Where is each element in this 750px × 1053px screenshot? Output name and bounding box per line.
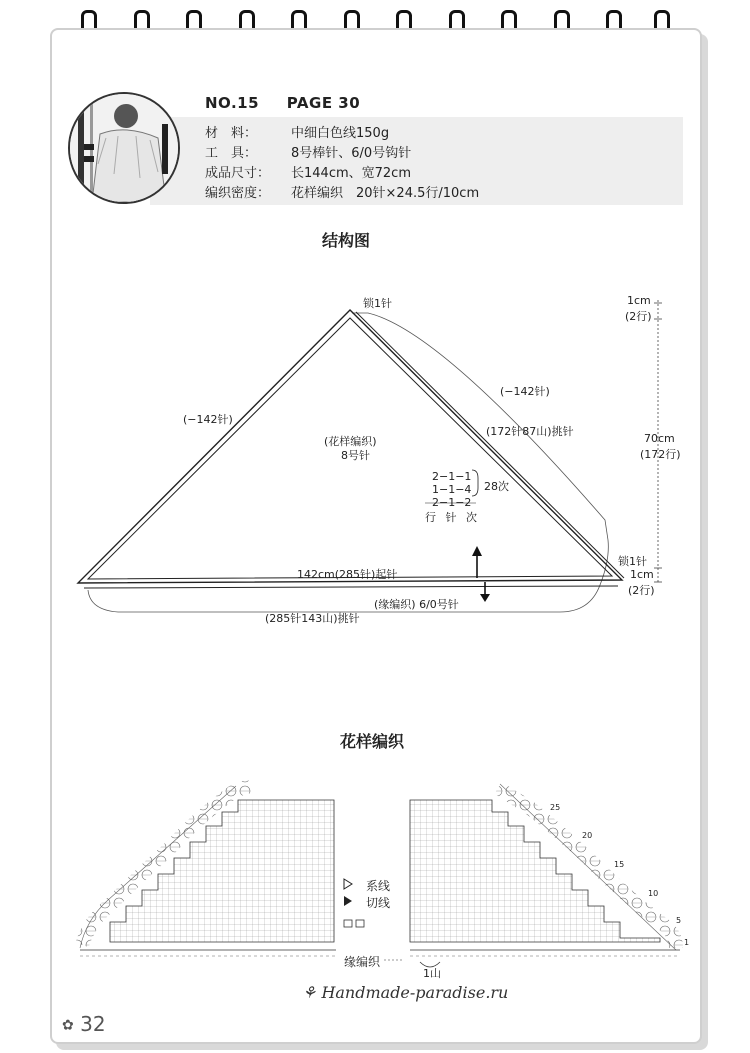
dim-height-cm: 70cm	[644, 432, 675, 445]
flower-icon: ✿	[62, 1017, 74, 1034]
legend-cut-yarn: 切线	[366, 896, 391, 910]
dim-bottom-cm: 1cm	[630, 568, 654, 581]
decrease-row-3: 2−1−2	[432, 496, 472, 509]
right-edge-pickup: (172针87山)挑针	[486, 425, 574, 438]
center-stitch-label: (花样编织)	[324, 435, 377, 448]
decrease-row-2: 1−1−4	[432, 483, 472, 496]
mountain-label: 1山	[423, 967, 441, 980]
page-number-text: 32	[80, 1012, 106, 1036]
right-edge-decrease: (−142针)	[500, 385, 550, 398]
row-value: 花样编织 20针×24.5行/10cm	[291, 186, 480, 201]
decrease-times: 28次	[484, 480, 509, 493]
row-mark-5: 5	[676, 916, 682, 925]
bottom-pickup-label: (285针143山)挑针	[265, 612, 360, 625]
dim-top-cm: 1cm	[627, 294, 651, 307]
row-mark-10: 10	[648, 889, 659, 898]
top-chain-label: 锁1针	[363, 297, 392, 310]
right-chain-label: 锁1针	[618, 555, 647, 568]
watermark-text: Handmade-paradise.ru	[321, 983, 509, 1002]
legend-join-yarn: 系线	[366, 879, 391, 893]
watermark-icon: ⚘	[302, 983, 317, 1002]
row-mark-15: 15	[614, 860, 625, 869]
row-mark-1: 1	[684, 938, 690, 947]
row-label: 材 料：	[205, 126, 258, 141]
decrease-row-1: 2−1−1	[432, 470, 472, 483]
dim-bottom-rows: (2行)	[628, 584, 655, 597]
row-mark-20: 20	[582, 831, 593, 840]
row-label: 编织密度：	[205, 186, 271, 201]
row-value: 中细白色线150g	[291, 126, 390, 141]
center-needle-label: 8号针	[341, 449, 370, 462]
row-label: 工 具：	[205, 146, 258, 161]
pattern-number: NO.15	[205, 94, 260, 112]
row-value: 长144cm、宽72cm	[291, 166, 411, 181]
cast-on-label: 142cm(285针)起针	[297, 568, 398, 581]
dim-top-rows: (2行)	[625, 310, 652, 323]
row-mark-25: 25	[550, 803, 561, 812]
page-reference: PAGE 30	[286, 94, 361, 112]
decrease-header: 行 针 次	[425, 511, 480, 524]
row-label: 成品尺寸：	[205, 166, 271, 181]
page-number	[62, 1012, 106, 1036]
row-value: 8号棒针、6/0号钩针	[291, 146, 412, 161]
dim-height-rows: (172行)	[640, 448, 681, 461]
left-edge-label: (−142针)	[183, 413, 233, 426]
watermark	[302, 983, 508, 1002]
edge-stitch-label: (缘编织) 6/0号针	[374, 598, 459, 611]
structure-title: 结构图	[322, 231, 371, 250]
edge-chart-label: 缘编织	[344, 955, 381, 969]
pattern-title: 花样编织	[340, 732, 405, 751]
